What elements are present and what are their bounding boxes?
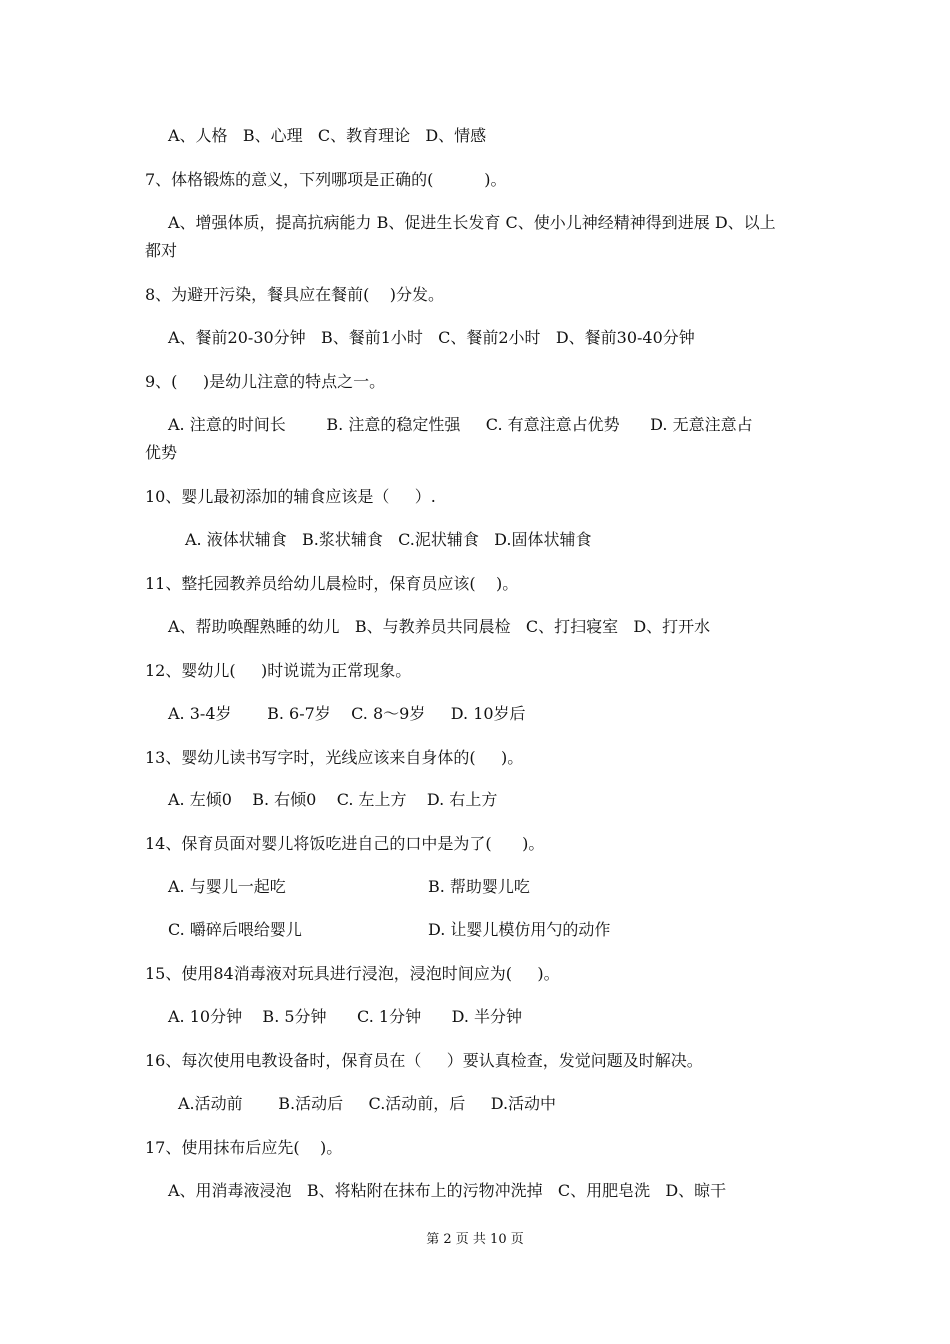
q13-question: 13、婴幼儿读书写字时，光线应该来自身体的( )。 [145, 748, 524, 767]
page-footer: 第 2 页 共 10 页 [426, 1232, 524, 1247]
q8-options: A、餐前20-30分钟 B、餐前1小时 C、餐前2小时 D、餐前30-40分钟 [168, 328, 695, 347]
q13-options: A. 左倾0 B. 右倾0 C. 左上方 D. 右上方 [168, 790, 498, 809]
q15-question: 15、使用84消毒液对玩具进行浸泡，浸泡时间应为( )。 [145, 964, 560, 983]
q14-option-b: B. 帮助婴儿吃 [428, 877, 530, 896]
q12-question: 12、婴幼儿( )时说谎为正常现象。 [145, 661, 412, 680]
q7-options-cont: 都对 [145, 241, 178, 260]
q9-options: A. 注意的时间长 B. 注意的稳定性强 C. 有意注意占优势 D. 无意注意占 [168, 415, 753, 434]
q15-options: A. 10分钟 B. 5分钟 C. 1分钟 D. 半分钟 [168, 1007, 523, 1026]
q11-question: 11、整托园教养员给幼儿晨检时，保育员应该( )。 [145, 574, 519, 593]
q17-options: A、用消毒液浸泡 B、将粘附在抹布上的污物冲洗掉 C、用肥皂洗 D、晾干 [168, 1181, 727, 1200]
q9-options-cont: 优势 [145, 443, 178, 462]
q7-options: A、增强体质，提高抗病能力 B、促进生长发育 C、使小儿神经精神得到进展 D、以上 [168, 213, 776, 232]
q11-options: A、帮助唤醒熟睡的幼儿 B、与教养员共同晨检 C、打扫寝室 D、打开水 [168, 617, 711, 636]
q9-question: 9、( )是幼儿注意的特点之一。 [145, 372, 386, 391]
q10-options: A. 液体状辅食 B.浆状辅食 C.泥状辅食 D.固体状辅食 [185, 530, 592, 549]
q16-question: 16、每次使用电教设备时，保育员在（ ）要认真检查，发觉问题及时解决。 [145, 1051, 703, 1070]
q16-options: A.活动前 B.活动后 C.活动前，后 D.活动中 [178, 1094, 557, 1113]
q6-options: A、人格 B、心理 C、教育理论 D、情感 [168, 126, 487, 145]
q14-option-c: C. 嚼碎后喂给婴儿 [168, 920, 302, 939]
q14-option-d: D. 让婴儿模仿用勺的动作 [428, 920, 611, 939]
q10-question: 10、婴儿最初添加的辅食应该是（ ）. [145, 487, 436, 506]
q12-options: A. 3-4岁 B. 6-7岁 C. 8～9岁 D. 10岁后 [168, 704, 526, 723]
q17-question: 17、使用抹布后应先( )。 [145, 1138, 343, 1157]
q8-question: 8、为避开污染，餐具应在餐前( )分发。 [145, 285, 445, 304]
q7-question: 7、体格锻炼的意义，下列哪项是正确的( )。 [145, 170, 507, 189]
q14-question: 14、保育员面对婴儿将饭吃进自己的口中是为了( )。 [145, 834, 545, 853]
q14-option-a: A. 与婴儿一起吃 [168, 877, 286, 896]
